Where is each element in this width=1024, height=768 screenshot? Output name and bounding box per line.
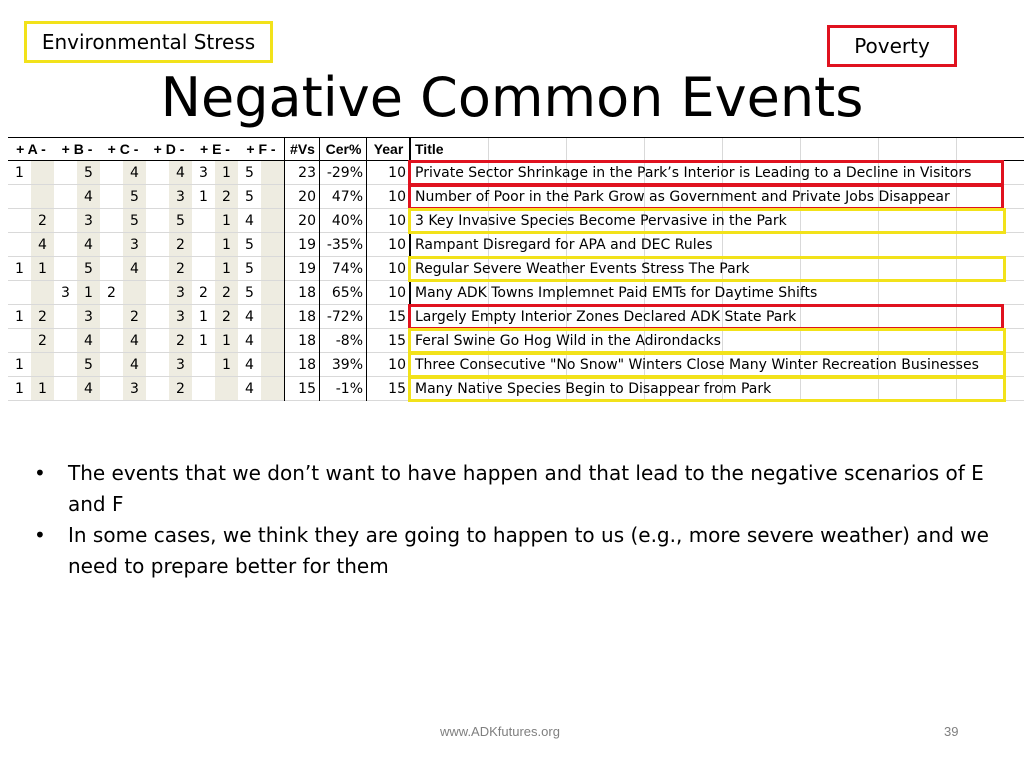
score-cell <box>100 257 123 281</box>
score-cell: 4 <box>84 381 93 397</box>
score-cell: 5 <box>176 213 185 229</box>
score-cell <box>192 209 215 233</box>
score-cell: 2 <box>199 285 208 301</box>
score-cell: 2 <box>222 189 231 205</box>
score-cell: 2 <box>176 381 185 397</box>
score-cell <box>100 329 123 353</box>
score-cell: 2 <box>38 309 47 325</box>
score-cell: 5 <box>245 285 254 301</box>
score-cell: 5 <box>130 213 139 229</box>
score-cell: 1 <box>199 309 208 325</box>
score-cell <box>192 233 215 257</box>
score-cell: 4 <box>245 357 254 373</box>
score-cell <box>146 377 169 401</box>
score-cell: 1 <box>222 261 231 277</box>
score-cell: 2 <box>38 333 47 349</box>
event-title-cell: Private Sector Shrinkage in the Park’s Interior is Leading to a Decline in Visitors <box>415 165 972 181</box>
score-cell <box>54 329 77 353</box>
events-table <box>8 137 1024 407</box>
score-cell: 1 <box>38 381 47 397</box>
score-cell <box>100 185 123 209</box>
bullet-item: • The events that we don’t want to have happen and that lead to the negative scenarios of E and F <box>34 458 994 520</box>
score-cell <box>100 209 123 233</box>
score-cell <box>261 161 284 185</box>
year-cell: 10 <box>388 189 406 205</box>
vs-cell: 20 <box>298 213 316 229</box>
event-title-cell: Regular Severe Weather Events Stress The Park <box>415 261 750 277</box>
event-title-cell: Many ADK Towns Implemnet Paid EMTs for Daytime Shifts <box>415 285 818 301</box>
score-cell: 5 <box>245 261 254 277</box>
column-header: Title <box>415 141 444 157</box>
score-cell <box>31 161 54 185</box>
score-cell: 1 <box>15 357 24 373</box>
score-cell: 5 <box>84 357 93 373</box>
score-cell: 1 <box>222 333 231 349</box>
vs-cell: 18 <box>298 285 316 301</box>
score-cell <box>54 185 77 209</box>
score-cell: 3 <box>176 309 185 325</box>
vs-cell: 18 <box>298 333 316 349</box>
score-cell: 3 <box>61 285 70 301</box>
event-title-cell: Number of Poor in the Park Grow as Government and Private Jobs Disappear <box>415 189 950 205</box>
footer-url: www.ADKfutures.org <box>440 724 560 739</box>
vs-cell: 15 <box>298 381 316 397</box>
score-cell <box>54 257 77 281</box>
score-cell <box>261 377 284 401</box>
score-cell <box>31 281 54 305</box>
certainty-cell: -35% <box>326 237 363 253</box>
vs-cell: 19 <box>298 237 316 253</box>
score-cell <box>8 185 31 209</box>
score-cell <box>261 353 284 377</box>
score-cell: 4 <box>130 333 139 349</box>
score-cell: 4 <box>84 189 93 205</box>
score-cell: 1 <box>38 261 47 277</box>
column-header: + A - <box>16 141 46 157</box>
score-cell <box>54 305 77 329</box>
score-cell: 3 <box>176 285 185 301</box>
score-cell: 4 <box>84 237 93 253</box>
certainty-cell: -1% <box>335 381 363 397</box>
score-cell <box>8 281 31 305</box>
score-cell: 5 <box>84 261 93 277</box>
score-cell <box>8 233 31 257</box>
bullet-list <box>34 458 994 582</box>
column-header: #Vs <box>290 141 315 157</box>
score-cell: 1 <box>15 165 24 181</box>
score-cell <box>54 233 77 257</box>
score-cell <box>146 161 169 185</box>
score-cell: 2 <box>176 333 185 349</box>
event-title-cell: Rampant Disregard for APA and DEC Rules <box>415 237 713 253</box>
column-header: Year <box>373 141 404 157</box>
year-cell: 10 <box>388 357 406 373</box>
event-title-cell: Feral Swine Go Hog Wild in the Adirondacks <box>415 333 721 349</box>
score-cell: 2 <box>176 237 185 253</box>
score-cell: 1 <box>15 309 24 325</box>
vs-cell: 20 <box>298 189 316 205</box>
score-cell <box>8 209 31 233</box>
score-cell: 1 <box>222 237 231 253</box>
score-cell <box>54 161 77 185</box>
slide-title: Negative Common Events <box>160 66 864 129</box>
certainty-cell: -8% <box>335 333 363 349</box>
environmental-stress-label: Environmental Stress <box>24 21 273 63</box>
score-cell: 2 <box>176 261 185 277</box>
score-cell <box>54 353 77 377</box>
score-cell <box>261 233 284 257</box>
score-cell: 4 <box>84 333 93 349</box>
score-cell <box>192 257 215 281</box>
vs-cell: 19 <box>298 261 316 277</box>
score-cell: 5 <box>245 237 254 253</box>
score-cell: 5 <box>245 165 254 181</box>
certainty-cell: 74% <box>331 261 363 277</box>
column-header: + D - <box>153 141 185 157</box>
score-cell <box>261 209 284 233</box>
score-cell: 3 <box>176 189 185 205</box>
score-cell: 4 <box>245 381 254 397</box>
score-cell: 1 <box>199 189 208 205</box>
slide-number: 39 <box>944 724 959 739</box>
score-cell <box>100 161 123 185</box>
score-cell: 4 <box>245 309 254 325</box>
certainty-cell: -29% <box>326 165 363 181</box>
bullet-item: • In some cases, we think they are going to happen to us (e.g., more severe weather) and we need to prepare better for them <box>34 520 994 582</box>
score-cell <box>215 377 238 401</box>
score-cell <box>146 329 169 353</box>
event-title-cell: Three Consecutive "No Snow" Winters Close Many Winter Recreation Businesses <box>415 357 979 373</box>
score-cell <box>100 305 123 329</box>
score-cell: 3 <box>130 237 139 253</box>
score-cell: 1 <box>15 261 24 277</box>
score-cell: 1 <box>199 333 208 349</box>
score-cell: 5 <box>245 189 254 205</box>
score-cell <box>261 185 284 209</box>
score-cell: 3 <box>176 357 185 373</box>
score-cell: 3 <box>130 381 139 397</box>
score-cell: 1 <box>222 165 231 181</box>
score-cell <box>192 377 215 401</box>
certainty-cell: 40% <box>331 213 363 229</box>
year-cell: 10 <box>388 237 406 253</box>
score-cell: 4 <box>176 165 185 181</box>
score-cell: 3 <box>199 165 208 181</box>
score-cell <box>146 305 169 329</box>
year-cell: 10 <box>388 261 406 277</box>
column-header: Cer% <box>325 141 362 157</box>
event-title-cell: 3 Key Invasive Species Become Pervasive in the Park <box>415 213 787 229</box>
score-cell <box>192 353 215 377</box>
score-cell <box>146 257 169 281</box>
poverty-label: Poverty <box>827 25 957 67</box>
score-cell <box>261 257 284 281</box>
score-cell: 2 <box>222 309 231 325</box>
score-cell <box>146 185 169 209</box>
certainty-cell: 65% <box>331 285 363 301</box>
score-cell: 4 <box>245 213 254 229</box>
score-cell <box>31 353 54 377</box>
score-cell <box>146 281 169 305</box>
score-cell: 4 <box>245 333 254 349</box>
score-cell <box>261 329 284 353</box>
score-cell: 4 <box>130 261 139 277</box>
column-header: + F - <box>246 141 276 157</box>
certainty-cell: 47% <box>331 189 363 205</box>
score-cell <box>146 209 169 233</box>
score-cell <box>100 377 123 401</box>
score-cell <box>146 353 169 377</box>
score-cell <box>8 329 31 353</box>
score-cell: 3 <box>84 213 93 229</box>
column-header: + E - <box>200 141 230 157</box>
certainty-cell: 39% <box>331 357 363 373</box>
score-cell <box>123 281 146 305</box>
score-cell <box>100 353 123 377</box>
vs-cell: 18 <box>298 357 316 373</box>
score-cell <box>261 281 284 305</box>
table-border <box>8 137 1024 138</box>
event-title-cell: Many Native Species Begin to Disappear from Park <box>415 381 772 397</box>
score-cell: 5 <box>84 165 93 181</box>
score-cell <box>261 305 284 329</box>
score-cell <box>146 233 169 257</box>
score-cell: 1 <box>15 381 24 397</box>
year-cell: 15 <box>388 333 406 349</box>
score-cell: 2 <box>222 285 231 301</box>
column-header: + C - <box>107 141 139 157</box>
score-cell: 1 <box>84 285 93 301</box>
score-cell: 1 <box>222 213 231 229</box>
vs-cell: 18 <box>298 309 316 325</box>
score-cell: 2 <box>38 213 47 229</box>
score-cell <box>54 377 77 401</box>
year-cell: 10 <box>388 285 406 301</box>
score-cell: 4 <box>130 357 139 373</box>
score-cell: 1 <box>222 357 231 373</box>
score-cell <box>54 209 77 233</box>
score-cell: 2 <box>107 285 116 301</box>
score-cell <box>31 185 54 209</box>
year-cell: 10 <box>388 165 406 181</box>
event-title-cell: Largely Empty Interior Zones Declared ADK State Park <box>415 309 797 325</box>
year-cell: 10 <box>388 213 406 229</box>
score-cell: 4 <box>130 165 139 181</box>
score-cell <box>100 233 123 257</box>
vs-cell: 23 <box>298 165 316 181</box>
column-header: + B - <box>61 141 93 157</box>
score-cell: 3 <box>84 309 93 325</box>
score-cell: 4 <box>38 237 47 253</box>
certainty-cell: -72% <box>326 309 363 325</box>
year-cell: 15 <box>388 309 406 325</box>
year-cell: 15 <box>388 381 406 397</box>
score-cell: 5 <box>130 189 139 205</box>
score-cell: 2 <box>130 309 139 325</box>
